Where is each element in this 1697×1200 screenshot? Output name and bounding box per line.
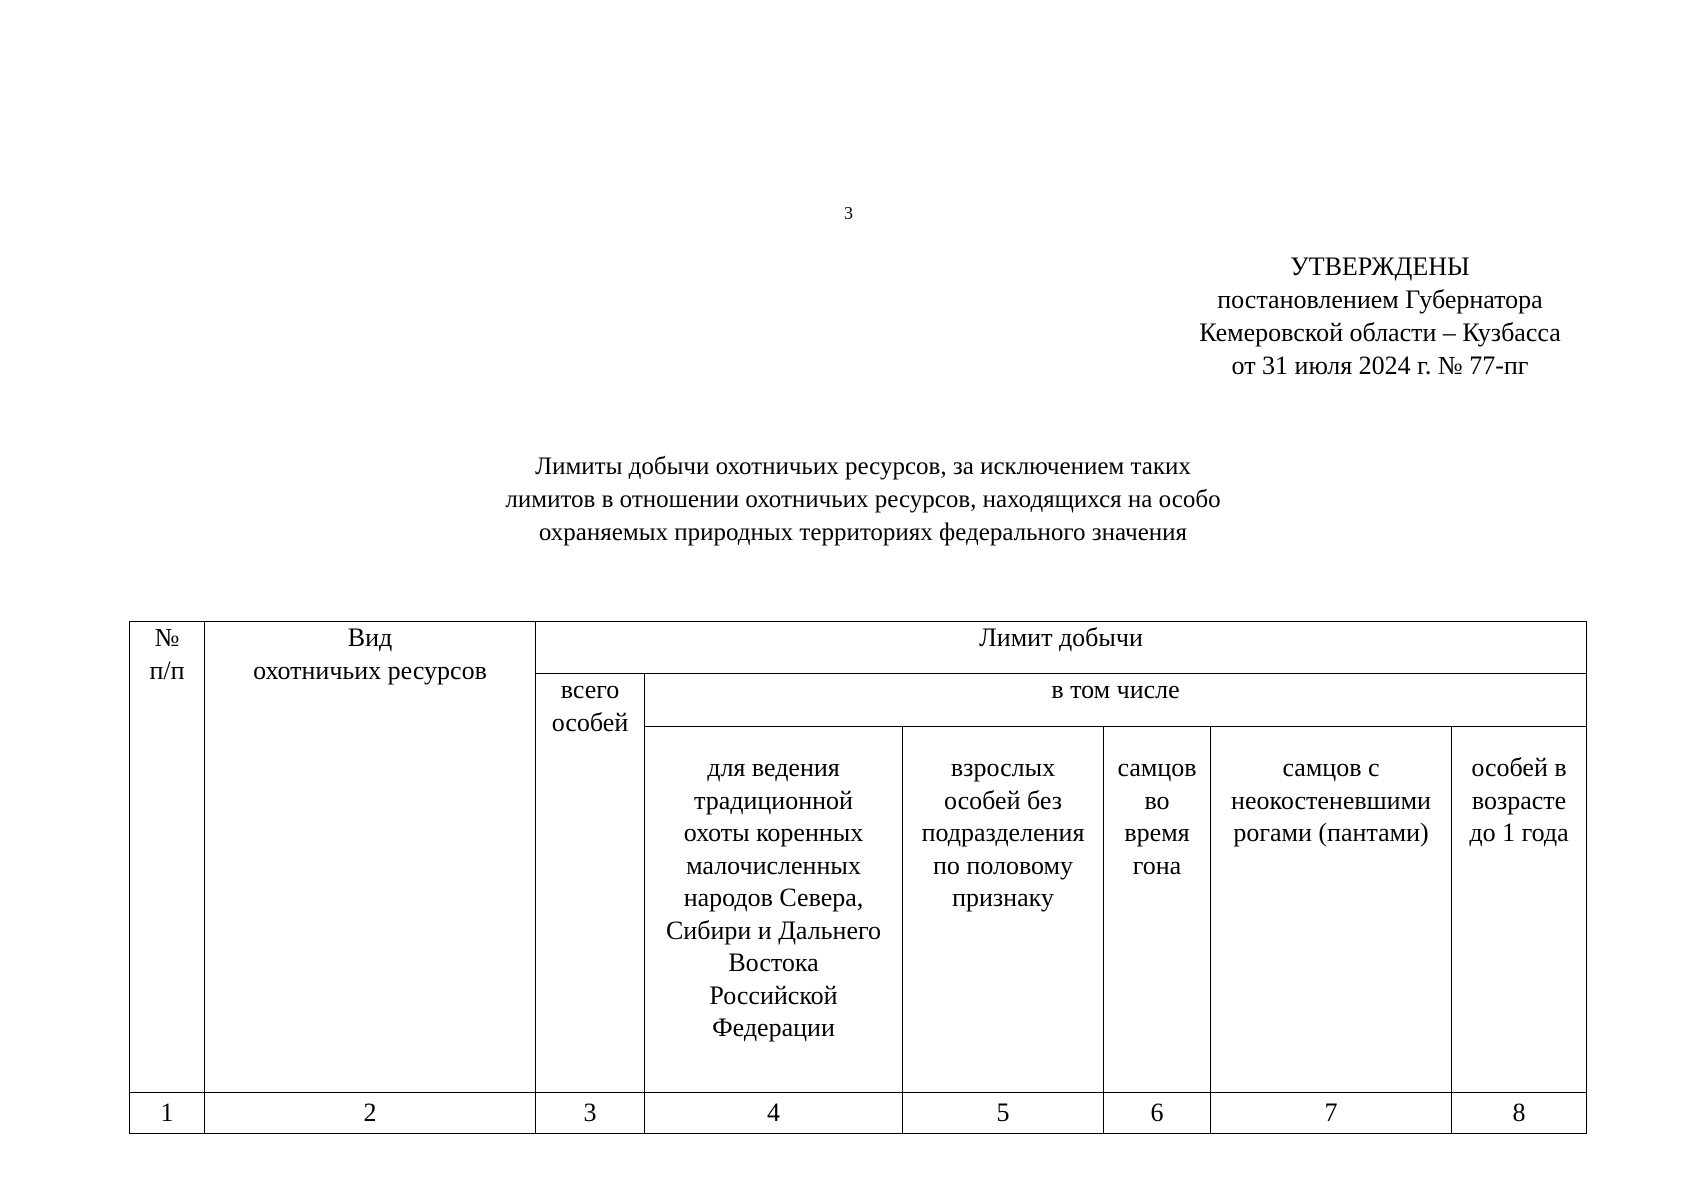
column-number: 4 [645, 1093, 903, 1134]
header-text: подразделения [921, 818, 1085, 847]
header-text: время [1124, 818, 1190, 847]
column-number: 2 [205, 1093, 536, 1134]
header-text: охотничьих ресурсов [253, 655, 487, 685]
header-text: особей без [943, 785, 1063, 815]
header-text: народов Севера, [683, 883, 864, 912]
header-text: гона [1132, 850, 1182, 880]
approval-stamp [1160, 250, 1600, 382]
header-text: Федерации [712, 1013, 835, 1042]
column-number: 7 [1211, 1093, 1452, 1134]
header-text: малочисленных [686, 850, 861, 880]
header-text: самцов [1117, 753, 1197, 782]
column-number: 6 [1104, 1093, 1211, 1134]
header-text: традиционной [694, 785, 853, 815]
header-text: всего [560, 675, 620, 704]
header-males-rut [1104, 727, 1211, 1093]
header-total [536, 674, 645, 1093]
header-traditional-hunting [645, 727, 903, 1093]
header-text: до 1 года [1469, 818, 1569, 847]
header-text: для ведения [707, 753, 840, 782]
title-line: Лимиты добычи охотничьих ресурсов, за исключением таких [535, 453, 1191, 480]
header-text: по половому [932, 850, 1074, 880]
column-number: 5 [903, 1093, 1104, 1134]
header-text: во [1144, 785, 1170, 815]
column-number: 8 [1452, 1093, 1587, 1134]
header-text: Вид [347, 623, 393, 652]
page-number: 3 [844, 203, 853, 223]
header-text: Востока [728, 948, 819, 977]
header-text: особей в [1471, 753, 1567, 782]
header-males-antlers [1211, 727, 1452, 1093]
approval-line: Кемеровской области – Кузбасса [1199, 318, 1561, 347]
header-text: самцов с [1282, 753, 1380, 782]
column-number-row [130, 1093, 1587, 1134]
header-text: особей [551, 707, 629, 737]
header-text: Российской [709, 980, 838, 1010]
header-text: взрослых [950, 753, 1056, 782]
title-line: лимитов в отношении охотничьих ресурсов, находящихся на особо [505, 486, 1221, 513]
title-line: охраняемых природных территориях федерального значения [538, 519, 1188, 546]
header-text: неокостеневшими [1231, 785, 1431, 815]
header-text: № [154, 623, 180, 652]
header-adults [903, 727, 1104, 1093]
column-number: 1 [130, 1093, 205, 1134]
header-number [130, 622, 205, 1093]
approval-line: УТВЕРЖДЕНЫ [1290, 252, 1470, 281]
header-text: п/п [149, 655, 185, 685]
limits-table [129, 621, 1587, 1134]
header-text: охоты коренных [683, 818, 864, 847]
approval-line: от 31 июля 2024 г. № 77-пг [1231, 351, 1529, 380]
header-text: рогами (пантами) [1233, 818, 1429, 847]
header-text: возрасте [1471, 785, 1567, 815]
header-limit: Лимит добычи [536, 622, 1587, 674]
header-including: в том числе [645, 674, 1587, 727]
header-text: признаку [952, 883, 1054, 912]
header-under-one-year [1452, 727, 1587, 1093]
document-title [300, 450, 1426, 549]
header-resource-type [205, 622, 536, 1093]
header-text: Сибири и Дальнего [665, 915, 882, 945]
column-number: 3 [536, 1093, 645, 1134]
header-row [130, 622, 1587, 674]
approval-line: постановлением Губернатора [1217, 285, 1543, 314]
